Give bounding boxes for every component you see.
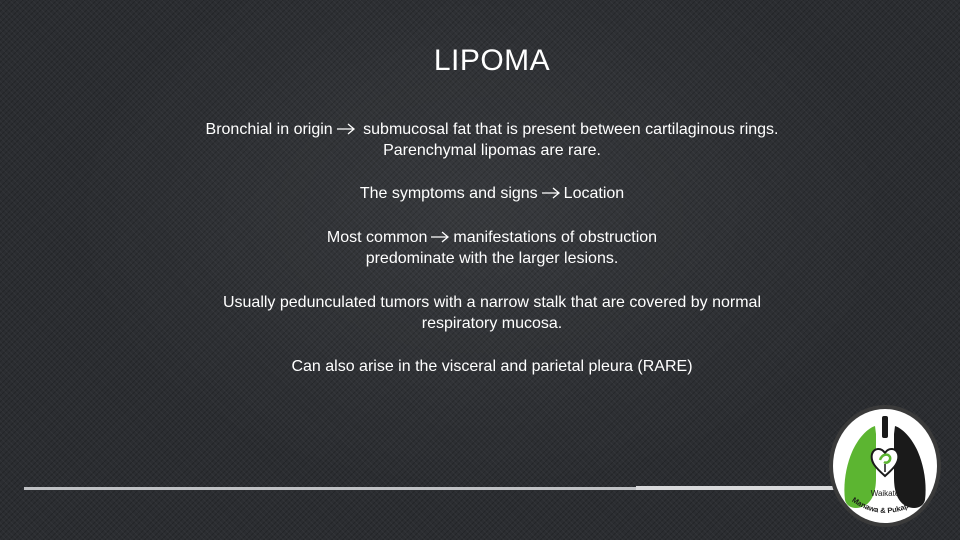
line-text-before: The symptoms and signs [359,185,538,202]
line-text-after: Location [563,185,625,202]
paragraph-line: Usually pedunculated tumors with a narrow stalk that are covered by normal [222,294,762,311]
slide-title: LIPOMA [433,44,551,77]
line-text-after: manifestations of obstruction [453,229,658,246]
paragraph-pedunculated [0,292,960,334]
paragraph-most-common [0,227,960,269]
paragraph-line [0,119,960,140]
paragraph-symptoms [0,183,960,204]
line-text-before: Most common [326,229,428,246]
right-arrow-icon [336,123,356,135]
waikato-logo [828,404,946,530]
line-text-before: Bronchial in origin [205,121,333,138]
paragraph-line: Parenchymal lipomas are rare. [383,142,601,159]
paragraph-line: Can also arise in the visceral and parietal pleura (RARE) [291,358,693,375]
paragraph-origin [0,119,960,161]
paragraph-line [0,227,960,248]
logo-text-top: Waikato [870,489,900,498]
line-text-after: submucosal fat that is present between cartilaginous rings. [358,121,779,138]
logo-text-bottom: Manawa & Pukapuka [850,495,922,516]
paragraph-line: respiratory mucosa. [421,315,563,332]
right-arrow-icon [430,231,450,243]
paragraph-pleura [0,356,960,377]
right-arrow-icon [541,187,561,199]
paragraph-line [0,183,960,204]
paragraph-line: predominate with the larger lesions. [365,250,619,267]
footer-divider-accent [636,486,836,490]
footer-divider [24,487,636,490]
